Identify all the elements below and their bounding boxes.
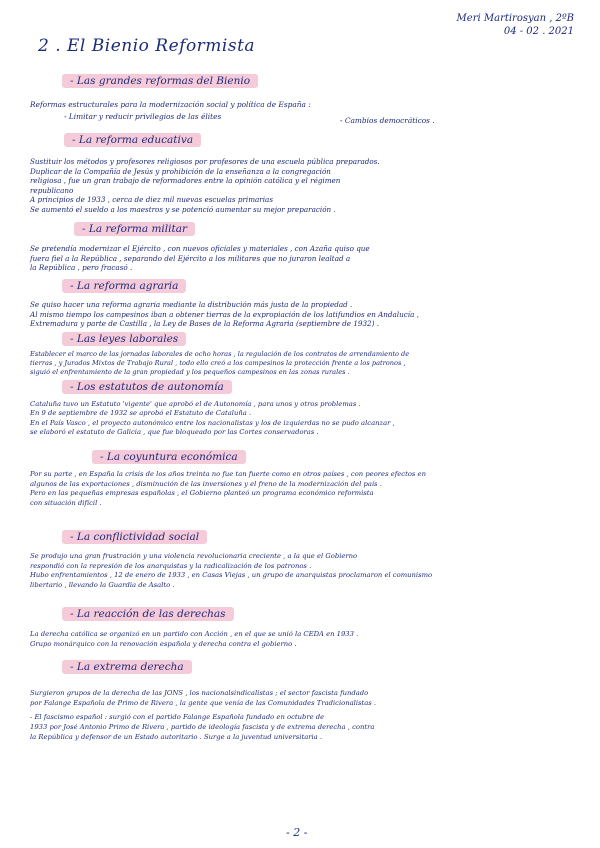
- text-line: siguió el enfrentamiento de la gran propiedad y los pequeños campesinos en las zonas rurales .: [30, 368, 350, 376]
- section-body: [30, 630, 578, 649]
- text-line: Duplicar de la Compañía de Jesús y prohibición de la enseñanza a la congregación: [30, 166, 331, 176]
- section-heading: - La reforma militar: [74, 222, 195, 236]
- text-line: religiosa , fue un gran trabajo de reformadores entre la opinión católica y el régimen: [30, 176, 341, 186]
- section-body: [30, 244, 578, 273]
- text-line: La derecha católica se organizó en un partido con Acción , en el que se unió la CEDA en 1933 .: [30, 630, 359, 638]
- section-heading: - Las grandes reformas del Bienio: [62, 74, 258, 88]
- text-line: libertario , llevando la Guardia de Asalto .: [30, 580, 175, 589]
- text-line: A principios de 1933 , cerca de diez mil nuevas escuelas primarias: [30, 195, 274, 205]
- section-body: [30, 470, 578, 508]
- text-line: Por su parte , en España la crisis de los años treinta no fue tan fuerte como en otros países , con peores efectos en: [30, 470, 426, 478]
- text-line: En el País Vasco , el proyecto autonómico entre los nacionalistas y los de izquierdas no se pudo alcanzar ,: [30, 418, 395, 427]
- text-line: algunos de las exportaciones , disminución de las inversiones y el freno de la modernización del país .: [30, 479, 382, 488]
- text-line: - Cambios democráticos .: [340, 116, 435, 125]
- section-heading: - Las leyes laborales: [62, 332, 186, 346]
- text-line: la República , pero fracasó .: [30, 263, 133, 273]
- text-line: - El fascismo español : surgió con el partido Falange Española fundado en octubre de: [30, 713, 325, 721]
- section-heading: - La extrema derecha: [62, 660, 192, 674]
- text-line: Hubo enfrentamientos , 12 de enero de 1933 , en Casas Viejas , un grupo de anarquistas proclamaron el comunismo: [30, 571, 433, 580]
- text-line: En 9 de septiembre de 1932 se aprobó el Estatuto de Cataluña .: [30, 409, 252, 418]
- text-line: Surgieron grupos de la derecha de las JONS , los nacionalsindicalistas ; el sector fascista fundado: [30, 689, 369, 697]
- text-line: Se pretendía modernizar el Ejército , con nuevos oficiales y materiales , con Azaña quiso que: [30, 244, 370, 253]
- text-line: Extremadura y parte de Castilla , la Ley de Bases de la Reforma Agraria (septiembre de 1932) .: [30, 319, 379, 329]
- section-body: [30, 350, 578, 377]
- section-heading: - La reforma agraria: [62, 279, 186, 293]
- date-label: 04 - 02 . 2021: [503, 26, 574, 37]
- text-line: Se aumentó el sueldo a los maestros y se potenció aumentar su mejor preparación .: [30, 204, 336, 214]
- text-line: Establecer el marco de las jornadas laborales de ocho horas , la regulación de los contratos de arrendamiento de: [30, 350, 410, 358]
- text-line: Al mismo tiempo los campesinos iban a obtener tierras de la expropiación de los latifundios en Andalucía ,: [30, 309, 419, 319]
- section-heading: - La reforma educativa: [64, 133, 201, 147]
- section-heading: - La reacción de las derechas: [62, 607, 234, 621]
- text-line: fuera fiel a la República , separando del Ejército a los militares que no juraron lealtad a: [30, 253, 351, 263]
- section-heading: - La coyuntura económica: [92, 450, 246, 464]
- text-line: Reformas estructurales para la modernización social y política de España :: [30, 100, 311, 109]
- text-line: 1933 por José Antonio Primo de Rivera , partido de ideología fascista y de extrema derecha , contra: [30, 723, 375, 731]
- section-body: [30, 688, 578, 742]
- text-line: Grupo monárquico con la renovación española y derecha contra el gobierno .: [30, 639, 297, 648]
- text-line: Sustituir los métodos y profesores religiosos por profesores de una escuela pública preparados.: [30, 157, 380, 166]
- text-line: republicano: [30, 185, 74, 195]
- text-line: Pero en las pequeñas empresas españolas , el Gobierno planteó un programa económico reformista: [30, 489, 374, 498]
- text-line: Se quiso hacer una reforma agraria mediante la distribución más justa de la propiedad .: [30, 300, 353, 309]
- section-heading: - La conflictividad social: [62, 530, 207, 544]
- page-title: 2 . El Bienio Reformista: [38, 36, 256, 56]
- section-body: [30, 400, 578, 438]
- text-line: por Falange Española de Primo de Rivera , la gente que venía de las Comunidades Tradicionalistas .: [30, 699, 377, 707]
- section-body: [30, 300, 578, 329]
- author-signature: [457, 12, 574, 38]
- text-line: se elaboró el estatuto de Galicia , que fue bloqueado por las Cortes conservadoras .: [30, 428, 319, 437]
- text-line: - Limitar y reducir privilegios de las élites: [64, 112, 222, 121]
- text-line: Se produjo una gran frustración y una violencia revolucionaria creciente , a la que el Gobierno: [30, 552, 358, 560]
- section-body: [30, 552, 578, 590]
- section-body: [30, 157, 578, 215]
- text-line: con situación difícil .: [30, 498, 102, 507]
- text-line: la República y defensor de un Estado autoritario . Surge a la juventud universitaria .: [30, 733, 323, 741]
- text-line: tierras , y Jurados Mixtos de Trabajo Rural , todo ello creó a los campesinos la protección frente a los patronos ,: [30, 359, 406, 367]
- author-name: Meri Martirosyan , 2ºB: [456, 13, 574, 24]
- text-line: respondió con la represión de los anarquistas y la radicalización de los patronos .: [30, 561, 312, 570]
- text-line: Cataluña tuvo un Estatuto 'vigente' que aprobó el de Autonomía , para unos y otros problemas .: [30, 400, 361, 408]
- page-number: - 2 -: [286, 826, 308, 839]
- section-heading: - Los estatutos de autonomía: [62, 380, 232, 394]
